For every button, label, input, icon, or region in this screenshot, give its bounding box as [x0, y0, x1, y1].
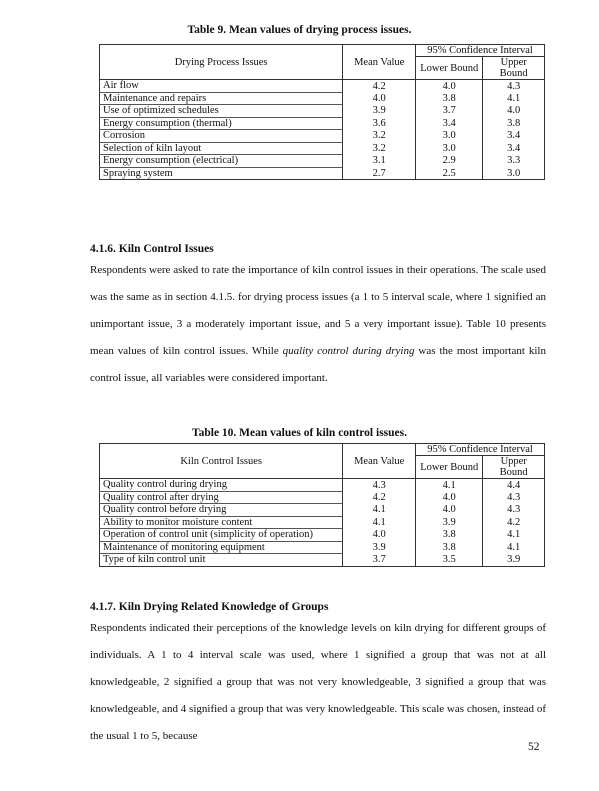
table-row	[100, 516, 545, 529]
row-upper: 3.3	[483, 155, 545, 168]
row-mean: 4.0	[343, 529, 416, 542]
table-row	[100, 491, 545, 504]
row-upper: 3.0	[483, 167, 545, 180]
emphasis-text: quality control during drying	[282, 345, 415, 357]
row-upper: 4.1	[483, 92, 545, 105]
table-9-header-issue: Drying Process Issues	[100, 45, 343, 80]
row-issue: Quality control before drying	[100, 504, 343, 517]
row-lower: 2.9	[416, 155, 483, 168]
row-upper: 4.3	[483, 80, 545, 93]
row-upper: 4.2	[483, 516, 545, 529]
row-lower: 4.0	[416, 80, 483, 93]
row-upper: 4.0	[483, 105, 545, 118]
row-issue: Air flow	[100, 80, 343, 93]
row-issue: Ability to monitor moisture content	[100, 516, 343, 529]
section-4-1-7-paragraph: Respondents indicated their perceptions of the knowledge levels on kiln drying for different groups of individuals. A 1 to 4 interval scale was used, where 1 signified a group that was not at all knowledgeable, 2 signified a group that was not very knowledgeable, 3 signified a group that was knowledgeable, and 4 signified a group that was very knowledgeable. This scale was chosen, instead of the usual 1 to 5, because	[90, 622, 546, 742]
row-lower: 3.4	[416, 117, 483, 130]
table-10-header-issue: Kiln Control Issues	[100, 444, 343, 479]
row-lower: 3.5	[416, 554, 483, 567]
row-upper: 4.4	[483, 479, 545, 492]
row-issue: Type of kiln control unit	[100, 554, 343, 567]
table-row	[100, 167, 545, 180]
table-row	[100, 80, 545, 93]
row-upper: 3.4	[483, 142, 545, 155]
row-lower: 3.8	[416, 92, 483, 105]
paragraph-text-before: Respondents were asked to rate the importance of kiln control issues in their operations. The scale used was the same as in section 4.1.5. for drying process issues (a 1 to 5 interval scale, where 1 signified an unimportant issue, 3 a moderately important issue, and 5 a very important issue). Table 10 presents mean values of kiln control issues. While	[90, 264, 546, 357]
table-row	[100, 155, 545, 168]
row-issue: Quality control after drying	[100, 491, 343, 504]
table-row	[100, 142, 545, 155]
row-upper: 4.1	[483, 541, 545, 554]
row-mean: 3.9	[343, 105, 416, 118]
row-issue: Corrosion	[100, 130, 343, 143]
table-10	[99, 443, 545, 567]
table-10-header-upper: Upper Bound	[483, 456, 545, 479]
row-mean: 4.3	[343, 479, 416, 492]
row-lower: 3.7	[416, 105, 483, 118]
row-issue: Energy consumption (electrical)	[100, 155, 343, 168]
row-mean: 3.2	[343, 142, 416, 155]
row-mean: 3.1	[343, 155, 416, 168]
row-issue: Maintenance of monitoring equipment	[100, 541, 343, 554]
row-lower: 4.0	[416, 491, 483, 504]
table-9	[99, 44, 545, 180]
row-mean: 2.7	[343, 167, 416, 180]
section-4-1-7-heading: 4.1.7. Kiln Drying Related Knowledge of Groups	[90, 601, 329, 613]
table-row	[100, 117, 545, 130]
row-issue: Spraying system	[100, 167, 343, 180]
table-9-caption: Table 9. Mean values of drying process issues.	[187, 24, 412, 36]
table-row	[100, 541, 545, 554]
table-row	[100, 529, 545, 542]
row-upper: 3.8	[483, 117, 545, 130]
table-9-header-mean: Mean Value	[343, 45, 416, 80]
section-4-1-6-paragraph	[90, 257, 546, 392]
row-mean: 4.2	[343, 491, 416, 504]
row-issue: Operation of control unit (simplicity of operation)	[100, 529, 343, 542]
row-issue: Maintenance and repairs	[100, 92, 343, 105]
table-10-header-mean: Mean Value	[343, 444, 416, 479]
row-issue: Energy consumption (thermal)	[100, 117, 343, 130]
table-row	[100, 504, 545, 517]
row-lower: 3.0	[416, 142, 483, 155]
table-10-body	[100, 479, 545, 567]
row-upper: 4.1	[483, 529, 545, 542]
row-mean: 4.1	[343, 504, 416, 517]
table-row	[100, 479, 545, 492]
row-issue: Selection of kiln layout	[100, 142, 343, 155]
row-mean: 3.9	[343, 541, 416, 554]
table-row	[100, 554, 545, 567]
table-row	[100, 130, 545, 143]
table-10-caption: Table 10. Mean values of kiln control issues.	[191, 427, 407, 439]
table-9-header-ci: 95% Confidence Interval	[416, 45, 545, 57]
table-9-body	[100, 80, 545, 180]
table-row	[100, 92, 545, 105]
row-lower: 3.0	[416, 130, 483, 143]
row-upper: 3.9	[483, 554, 545, 567]
row-lower: 4.0	[416, 504, 483, 517]
section-4-1-6-heading: 4.1.6. Kiln Control Issues	[90, 243, 214, 255]
row-lower: 4.1	[416, 479, 483, 492]
row-upper: 4.3	[483, 491, 545, 504]
row-mean: 4.2	[343, 80, 416, 93]
row-upper: 3.4	[483, 130, 545, 143]
table-10-header-ci: 95% Confidence Interval	[416, 444, 545, 456]
row-lower: 3.8	[416, 529, 483, 542]
row-lower: 3.8	[416, 541, 483, 554]
table-10-header-lower: Lower Bound	[416, 456, 483, 479]
row-issue: Use of optimized schedules	[100, 105, 343, 118]
row-upper: 4.3	[483, 504, 545, 517]
row-mean: 4.1	[343, 516, 416, 529]
row-lower: 3.9	[416, 516, 483, 529]
table-row	[100, 105, 545, 118]
page-number: 52	[528, 741, 540, 753]
row-mean: 3.6	[343, 117, 416, 130]
row-lower: 2.5	[416, 167, 483, 180]
paragraph-text-after: was the most important kiln control issue, all variables were considered important.	[90, 345, 546, 384]
row-issue: Quality control during drying	[100, 479, 343, 492]
table-9-header-upper: Upper Bound	[483, 57, 545, 80]
row-mean: 4.0	[343, 92, 416, 105]
table-9-header-lower: Lower Bound	[416, 57, 483, 80]
row-mean: 3.7	[343, 554, 416, 567]
row-mean: 3.2	[343, 130, 416, 143]
